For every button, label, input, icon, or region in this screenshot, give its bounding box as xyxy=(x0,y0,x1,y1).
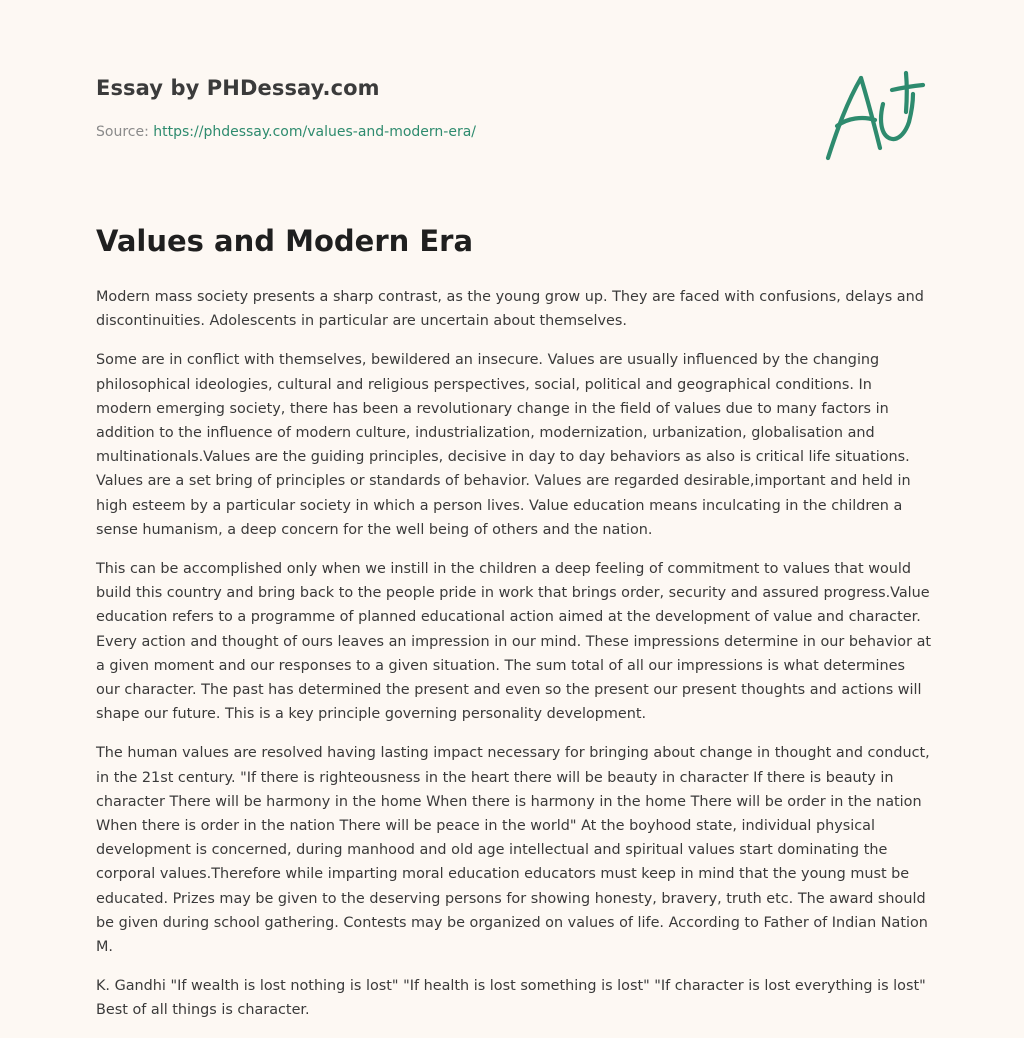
essay-paragraph: The human values are resolved having lasting impact necessary for bringing about change in thought and conduct, in the 21st century. "If there is righteousness in the heart there will be beauty in character If there is beauty in character There will be harmony in the home When there is harmony in the home There will be order in the nation When there is order in the nation There will be peace in the world" At the boyhood state, individual physical development is concerned, during manhood and old age intellectual and spiritual values start dominating the corporal values.Therefore while imparting moral education educators must keep in mind that the young must be educated. Prizes may be given to the deserving persons for showing honesty, bravery, truth etc. The award should be given during school gathering. Contests may be organized on values of life. According to Father of Indian Nation M. xyxy=(96,745,930,956)
essay-paragraph: This can be accomplished only when we instill in the children a deep feeling of commitment to values that would build this country and bring back to the people pride in work that brings order, security and assured progress.Value education refers to a programme of planned educational action aimed at the development of value and character. Every action and thought of ours leaves an impression in our mind. These impressions determine in our behavior at a given moment and our responses to a given situation. The sum total of all our impressions is what determines our character. The past has determined the present and even so the present our present thoughts and actions will shape our future. This is a key principle governing personality development. xyxy=(96,561,932,723)
source-line xyxy=(96,124,476,140)
a-plus-grade-icon xyxy=(823,68,927,164)
essay-paragraph: Some are in conflict with themselves, bewildered an insecure. Values are usually influenced by the changing philosophical ideologies, cultural and religious perspectives, social, political and geographical conditions. In modern emerging society, there has been a revolutionary change in the field of values due to many factors in addition to the influence of modern culture, industrialization, modernization, urbanization, globalisation and multinationals.Values are the guiding principles, decisive in day to day behaviors as also is critical life situations. Values are a set bring of principles or standards of behavior. Values are regarded desirable,important and held in high esteem by a particular society in which a person lives. Value education means inculcating in the children a sense humanism, a deep concern for the well being of others and the nation. xyxy=(96,352,911,538)
essay-title: Values and Modern Era xyxy=(96,224,474,258)
source-label: Source: xyxy=(96,124,154,140)
essay-paragraph: K. Gandhi "If wealth is lost nothing is lost" "If health is lost something is lost" "If character is lost everything is lost" Best of all things is character. xyxy=(96,978,926,1019)
site-brand: Essay by PHDessay.com xyxy=(96,76,380,100)
essay-body xyxy=(96,285,932,1038)
source-link[interactable]: https://phdessay.com/values-and-modern-era/ xyxy=(153,124,477,140)
essay-paragraph: Modern mass society presents a sharp contrast, as the young grow up. They are faced with confusions, delays and discontinuities. Adolescents in particular are uncertain about themselves. xyxy=(96,289,924,330)
